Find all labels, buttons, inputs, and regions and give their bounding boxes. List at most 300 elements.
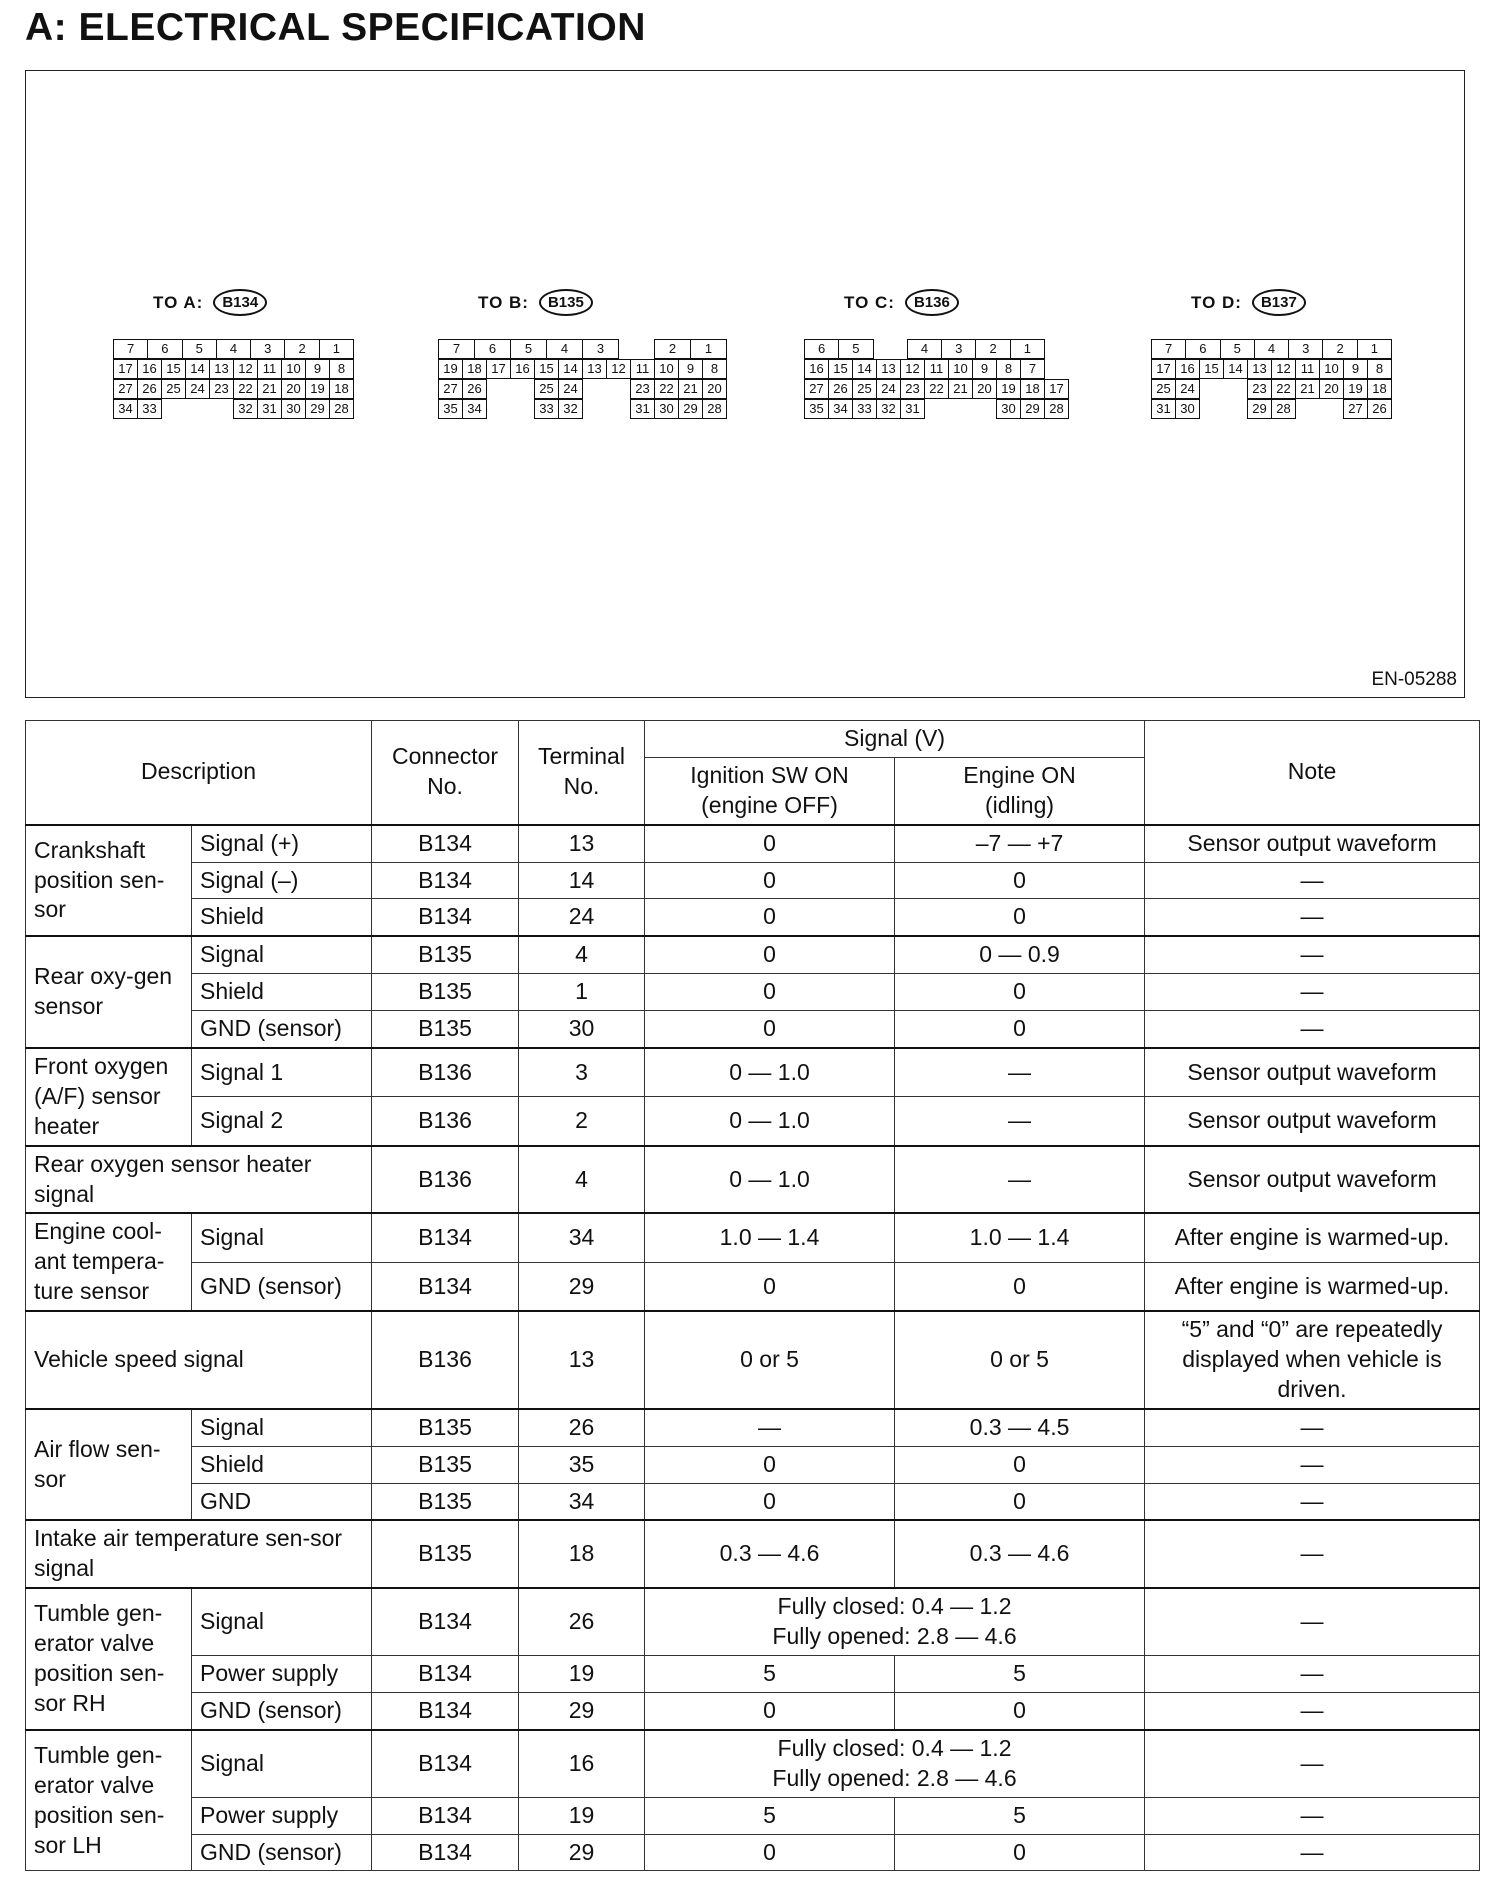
- table-row: [26, 1520, 1480, 1588]
- pin-cell: 9: [305, 359, 330, 379]
- ignition-on-cell: 0: [645, 974, 895, 1011]
- engine-on-cell: 5: [895, 1656, 1145, 1693]
- pin-cell: 10: [654, 359, 679, 379]
- engine-on-cell: 0 or 5: [895, 1311, 1145, 1409]
- table-row: [26, 1311, 1480, 1409]
- engine-on-cell: 0.3 — 4.6: [895, 1520, 1145, 1588]
- pin-cell: 10: [948, 359, 973, 379]
- group-description: Front oxygen (A/F) sensor heater: [26, 1048, 192, 1146]
- pin-cell: 34: [462, 399, 487, 419]
- table-row: [26, 1262, 1480, 1311]
- pin-cell: 12: [900, 359, 925, 379]
- note-cell: After engine is warmed-up.: [1145, 1213, 1480, 1262]
- pin-row: [804, 359, 1044, 379]
- pin-cell: 24: [185, 379, 210, 399]
- group-description: Engine cool-ant tempera-ture sensor: [26, 1213, 192, 1311]
- connector-cell: B136: [372, 1146, 519, 1214]
- engine-on-cell: 0: [895, 1011, 1145, 1048]
- connector-label: [153, 289, 267, 316]
- pin-cell: 24: [558, 379, 583, 399]
- connector-id-badge: B135: [539, 289, 593, 316]
- ignition-on-cell: 1.0 — 1.4: [645, 1213, 895, 1262]
- pin-cell: 16: [1175, 359, 1200, 379]
- connector-cell: B134: [372, 825, 519, 862]
- pin-row: [438, 359, 719, 379]
- connector-cell: B134: [372, 1588, 519, 1655]
- header-signal: Signal (V): [645, 721, 1145, 758]
- pin-cell: 27: [1343, 399, 1368, 419]
- pin-cell: 20: [702, 379, 727, 399]
- pin-cell: 18: [1367, 379, 1392, 399]
- terminal-cell: 16: [519, 1730, 645, 1797]
- connector-cell: B135: [372, 936, 519, 973]
- pin-cell: 33: [137, 399, 162, 419]
- note-cell: —: [1145, 936, 1480, 973]
- figure-code: EN-05288: [1371, 669, 1457, 690]
- pin-cell: 15: [1199, 359, 1224, 379]
- table-row: [26, 936, 1480, 973]
- pin-cell: 3: [941, 339, 976, 359]
- pin-cell: 22: [654, 379, 679, 399]
- pin-cell: 3: [250, 339, 285, 359]
- pin-cell: 14: [1223, 359, 1248, 379]
- note-cell: Sensor output waveform: [1145, 1146, 1480, 1214]
- terminal-cell: 35: [519, 1446, 645, 1483]
- pin-cell: 13: [1247, 359, 1272, 379]
- sub-description: Power supply: [192, 1797, 372, 1834]
- pin-cell: 25: [852, 379, 877, 399]
- pin-cell: 25: [161, 379, 186, 399]
- terminal-cell: 13: [519, 825, 645, 862]
- table-row: [26, 1048, 1480, 1097]
- group-description: Rear oxygen sensor heater signal: [26, 1146, 372, 1214]
- pin-cell: 20: [1319, 379, 1344, 399]
- engine-on-cell: —: [895, 1097, 1145, 1146]
- pin-cell: 9: [1343, 359, 1368, 379]
- pin-cell: 18: [329, 379, 354, 399]
- spec-table: [25, 720, 1480, 1871]
- sub-description: Signal: [192, 936, 372, 973]
- header-engine-on: Engine ON (idling): [895, 757, 1145, 824]
- ignition-on-cell: 5: [645, 1656, 895, 1693]
- pin-cell: 4: [1254, 339, 1289, 359]
- connector-pin-grid: [804, 339, 1064, 429]
- engine-on-cell: 0: [895, 1834, 1145, 1871]
- note-cell: “5” and “0” are repeatedly displayed when vehicle is driven.: [1145, 1311, 1480, 1409]
- engine-on-cell: 0: [895, 1262, 1145, 1311]
- connector-cell: B135: [372, 1011, 519, 1048]
- pin-cell: 28: [1044, 399, 1069, 419]
- pin-cell: 35: [438, 399, 463, 419]
- pin-cell: 15: [828, 359, 853, 379]
- terminal-cell: 1: [519, 974, 645, 1011]
- connector-to-label: TO D:: [1191, 292, 1242, 312]
- pin-cell: 4: [546, 339, 583, 359]
- connector-pin-grid: [438, 339, 722, 429]
- terminal-cell: 3: [519, 1048, 645, 1097]
- pin-cell: 29: [1247, 399, 1272, 419]
- connector-cell: B135: [372, 974, 519, 1011]
- pin-cell: 31: [900, 399, 925, 419]
- connector-id-badge: B137: [1252, 289, 1306, 316]
- pin-cell: 18: [1020, 379, 1045, 399]
- sub-description: Shield: [192, 974, 372, 1011]
- engine-on-cell: 0: [895, 1692, 1145, 1729]
- note-cell: —: [1145, 1520, 1480, 1588]
- ignition-on-cell: 0: [645, 936, 895, 973]
- pin-row: [113, 339, 353, 359]
- pin-cell: 31: [1151, 399, 1176, 419]
- terminal-cell: 30: [519, 1011, 645, 1048]
- pin-cell: 25: [1151, 379, 1176, 399]
- table-row: [26, 1213, 1480, 1262]
- pin-cell: 19: [438, 359, 463, 379]
- ignition-on-cell: 0: [645, 899, 895, 936]
- sub-description: Signal (+): [192, 825, 372, 862]
- sub-description: Signal 2: [192, 1097, 372, 1146]
- pin-cell: 2: [975, 339, 1010, 359]
- connector-cell: B134: [372, 1834, 519, 1871]
- engine-on-cell: 1.0 — 1.4: [895, 1213, 1145, 1262]
- pin-cell: 21: [678, 379, 703, 399]
- pin-cell: 16: [804, 359, 829, 379]
- pin-cell: 33: [852, 399, 877, 419]
- engine-on-cell: —: [895, 1146, 1145, 1214]
- connector-cell: B136: [372, 1097, 519, 1146]
- ignition-on-cell: 0: [645, 1011, 895, 1048]
- pin-cell: 3: [582, 339, 619, 359]
- pin-cell: 7: [113, 339, 148, 359]
- note-cell: —: [1145, 1011, 1480, 1048]
- pin-cell: 32: [233, 399, 258, 419]
- sub-description: GND (sensor): [192, 1262, 372, 1311]
- note-cell: —: [1145, 1797, 1480, 1834]
- pin-cell: 12: [233, 359, 258, 379]
- sub-description: Signal (–): [192, 862, 372, 899]
- pin-cell: 27: [804, 379, 829, 399]
- pin-cell: 20: [281, 379, 306, 399]
- ignition-on-cell: 0: [645, 862, 895, 899]
- sub-description: Shield: [192, 1446, 372, 1483]
- pin-cell: 20: [972, 379, 997, 399]
- pin-cell: 25: [534, 379, 559, 399]
- pin-cell: 21: [1295, 379, 1320, 399]
- connector-to-label: TO A:: [153, 292, 204, 312]
- pin-cell: 28: [702, 399, 727, 419]
- pin-cell: 10: [281, 359, 306, 379]
- pin-row: [1151, 379, 1391, 399]
- pin-cell: 4: [907, 339, 942, 359]
- note-cell: —: [1145, 899, 1480, 936]
- connector-cell: B134: [372, 1797, 519, 1834]
- pin-cell: 32: [876, 399, 901, 419]
- pin-cell: 21: [257, 379, 282, 399]
- sub-description: Signal: [192, 1730, 372, 1797]
- table-row: [26, 1692, 1480, 1729]
- table-body: [26, 825, 1480, 1871]
- note-cell: —: [1145, 1834, 1480, 1871]
- group-description: Crankshaft position sen-sor: [26, 825, 192, 937]
- pin-cell: 6: [804, 339, 839, 359]
- ignition-on-cell: 0: [645, 1446, 895, 1483]
- ignition-on-cell: 0: [645, 825, 895, 862]
- signal-range-cell: Fully closed: 0.4 — 1.2 Fully opened: 2.8 — 4.6: [645, 1588, 1145, 1655]
- sub-description: GND (sensor): [192, 1834, 372, 1871]
- engine-on-cell: —: [895, 1048, 1145, 1097]
- pin-row: [1151, 359, 1391, 379]
- pin-row: [113, 359, 353, 379]
- header-ignition-on: Ignition SW ON (engine OFF): [645, 757, 895, 824]
- terminal-cell: 34: [519, 1213, 645, 1262]
- engine-on-cell: –7 — +7: [895, 825, 1145, 862]
- ignition-on-cell: 0 — 1.0: [645, 1146, 895, 1214]
- connector-cell: B134: [372, 1213, 519, 1262]
- pin-row: [438, 379, 722, 399]
- ignition-on-cell: 0 — 1.0: [645, 1097, 895, 1146]
- pin-cell: 11: [630, 359, 655, 379]
- pin-cell: 26: [137, 379, 162, 399]
- sub-description: Signal: [192, 1213, 372, 1262]
- pin-cell: 15: [161, 359, 186, 379]
- table-row: [26, 974, 1480, 1011]
- pin-row: [438, 339, 713, 359]
- pin-cell: 5: [838, 339, 873, 359]
- group-description: Intake air temperature sen-sor signal: [26, 1520, 372, 1588]
- pin-cell: 14: [852, 359, 877, 379]
- pin-cell: 12: [606, 359, 631, 379]
- terminal-cell: 29: [519, 1262, 645, 1311]
- pin-cell: 8: [996, 359, 1021, 379]
- connector-id-badge: B134: [213, 289, 267, 316]
- pin-cell: 1: [690, 339, 727, 359]
- pin-cell: 17: [1044, 379, 1069, 399]
- terminal-cell: 29: [519, 1692, 645, 1729]
- pin-cell: 7: [1020, 359, 1045, 379]
- note-cell: —: [1145, 1588, 1480, 1655]
- sub-description: GND (sensor): [192, 1011, 372, 1048]
- pin-row: [804, 399, 1064, 419]
- table-row: [26, 1446, 1480, 1483]
- pin-cell: 7: [1151, 339, 1186, 359]
- sub-description: Signal: [192, 1588, 372, 1655]
- table-row: [26, 862, 1480, 899]
- pin-cell: 26: [1367, 399, 1392, 419]
- pin-cell: 1: [319, 339, 354, 359]
- pin-cell: 3: [1288, 339, 1323, 359]
- terminal-cell: 13: [519, 1311, 645, 1409]
- table-row: [26, 1409, 1480, 1446]
- group-description: Rear oxy-gen sensor: [26, 936, 192, 1048]
- pin-cell: 17: [486, 359, 511, 379]
- pin-cell: 19: [1343, 379, 1368, 399]
- pin-cell: 2: [284, 339, 319, 359]
- connector-cell: B134: [372, 899, 519, 936]
- pin-cell: 12: [1271, 359, 1296, 379]
- pin-cell: 7: [438, 339, 475, 359]
- pin-cell: 22: [233, 379, 258, 399]
- engine-on-cell: 0 — 0.9: [895, 936, 1145, 973]
- engine-on-cell: 0: [895, 1483, 1145, 1520]
- pin-cell: 2: [1322, 339, 1357, 359]
- ignition-on-cell: 0: [645, 1483, 895, 1520]
- connector-label: [478, 289, 593, 316]
- pin-cell: 9: [972, 359, 997, 379]
- connector-cell: B135: [372, 1446, 519, 1483]
- group-description: Tumble gen-erator valve position sen-sor RH: [26, 1588, 192, 1730]
- pin-cell: 11: [1295, 359, 1320, 379]
- pin-cell: 6: [147, 339, 182, 359]
- pin-cell: 13: [876, 359, 901, 379]
- sub-description: Signal 1: [192, 1048, 372, 1097]
- note-cell: Sensor output waveform: [1145, 1097, 1480, 1146]
- connector-cell: B134: [372, 862, 519, 899]
- terminal-cell: 4: [519, 936, 645, 973]
- engine-on-cell: 0: [895, 862, 1145, 899]
- pin-cell: 23: [1247, 379, 1272, 399]
- pin-cell: 26: [462, 379, 487, 399]
- pin-cell: 10: [1319, 359, 1344, 379]
- ignition-on-cell: —: [645, 1409, 895, 1446]
- engine-on-cell: 0.3 — 4.5: [895, 1409, 1145, 1446]
- pin-cell: 8: [329, 359, 354, 379]
- pin-row: [113, 399, 353, 419]
- pin-cell: 22: [924, 379, 949, 399]
- table-row: [26, 899, 1480, 936]
- pin-cell: 35: [804, 399, 829, 419]
- note-cell: —: [1145, 1483, 1480, 1520]
- connector-label: [844, 289, 959, 316]
- pin-cell: 23: [209, 379, 234, 399]
- ignition-on-cell: 0: [645, 1834, 895, 1871]
- ignition-on-cell: 0 — 1.0: [645, 1048, 895, 1097]
- pin-cell: 16: [137, 359, 162, 379]
- pin-cell: 30: [996, 399, 1021, 419]
- sub-description: Signal: [192, 1409, 372, 1446]
- pin-row: [438, 399, 722, 419]
- pin-cell: 8: [1367, 359, 1392, 379]
- pin-cell: 13: [582, 359, 607, 379]
- pin-row: [804, 379, 1064, 399]
- pin-cell: 11: [924, 359, 949, 379]
- pin-cell: 17: [1151, 359, 1176, 379]
- pin-row: [113, 379, 353, 399]
- connector-pin-grid: [1151, 339, 1391, 429]
- terminal-cell: 14: [519, 862, 645, 899]
- ignition-on-cell: 5: [645, 1797, 895, 1834]
- pin-cell: 16: [510, 359, 535, 379]
- connector-pin-grid: [113, 339, 353, 429]
- pin-cell: 13: [209, 359, 234, 379]
- pin-cell: 28: [329, 399, 354, 419]
- connector-cell: B134: [372, 1692, 519, 1729]
- table-row: [26, 1730, 1480, 1797]
- pin-cell: 6: [1185, 339, 1220, 359]
- page-title: A: ELECTRICAL SPECIFICATION: [25, 6, 646, 49]
- pin-cell: 8: [702, 359, 727, 379]
- connector-label: [1191, 289, 1306, 316]
- table-row: [26, 1656, 1480, 1693]
- pin-cell: 29: [678, 399, 703, 419]
- pin-cell: 29: [305, 399, 330, 419]
- connector-id-badge: B136: [905, 289, 959, 316]
- connector-figure: [25, 70, 1465, 698]
- pin-cell: 34: [113, 399, 138, 419]
- group-description: Air flow sen-sor: [26, 1409, 192, 1521]
- table-row: [26, 1011, 1480, 1048]
- pin-cell: 11: [257, 359, 282, 379]
- note-cell: Sensor output waveform: [1145, 825, 1480, 862]
- connector-to-label: TO C:: [844, 292, 895, 312]
- pin-cell: 26: [828, 379, 853, 399]
- table-row: [26, 825, 1480, 862]
- pin-cell: 22: [1271, 379, 1296, 399]
- connector-cell: B136: [372, 1048, 519, 1097]
- note-cell: —: [1145, 1446, 1480, 1483]
- pin-cell: 18: [462, 359, 487, 379]
- note-cell: —: [1145, 1409, 1480, 1446]
- note-cell: —: [1145, 974, 1480, 1011]
- terminal-cell: 26: [519, 1588, 645, 1655]
- pin-row: [1151, 339, 1391, 359]
- pin-cell: 5: [182, 339, 217, 359]
- note-cell: —: [1145, 862, 1480, 899]
- table-row: [26, 1834, 1480, 1871]
- connector-cell: B135: [372, 1483, 519, 1520]
- sub-description: Shield: [192, 899, 372, 936]
- engine-on-cell: 0: [895, 974, 1145, 1011]
- ignition-on-cell: 0: [645, 1262, 895, 1311]
- terminal-cell: 18: [519, 1520, 645, 1588]
- table-row: [26, 1588, 1480, 1655]
- connector-cell: B134: [372, 1730, 519, 1797]
- terminal-cell: 2: [519, 1097, 645, 1146]
- ignition-on-cell: 0: [645, 1692, 895, 1729]
- connector-cell: B135: [372, 1520, 519, 1588]
- pin-cell: 9: [678, 359, 703, 379]
- pin-cell: 31: [257, 399, 282, 419]
- note-cell: Sensor output waveform: [1145, 1048, 1480, 1097]
- note-cell: —: [1145, 1692, 1480, 1729]
- terminal-cell: 29: [519, 1834, 645, 1871]
- sub-description: GND (sensor): [192, 1692, 372, 1729]
- connector-to-label: TO B:: [478, 292, 529, 312]
- engine-on-cell: 0: [895, 899, 1145, 936]
- pin-cell: 23: [900, 379, 925, 399]
- pin-cell: 15: [534, 359, 559, 379]
- pin-cell: 17: [113, 359, 138, 379]
- pin-cell: 30: [654, 399, 679, 419]
- connector-cell: B136: [372, 1311, 519, 1409]
- table-row: [26, 1483, 1480, 1520]
- note-cell: —: [1145, 1730, 1480, 1797]
- pin-cell: 28: [1271, 399, 1296, 419]
- terminal-cell: 26: [519, 1409, 645, 1446]
- pin-row: [1151, 399, 1391, 419]
- terminal-cell: 34: [519, 1483, 645, 1520]
- header-description: Description: [26, 721, 372, 825]
- sub-description: GND: [192, 1483, 372, 1520]
- terminal-cell: 19: [519, 1656, 645, 1693]
- table-header: [26, 721, 1480, 825]
- group-description: Tumble gen-erator valve position sen-sor LH: [26, 1730, 192, 1871]
- pin-cell: 1: [1357, 339, 1392, 359]
- pin-cell: 4: [216, 339, 251, 359]
- pin-cell: 19: [305, 379, 330, 399]
- group-description: Vehicle speed signal: [26, 1311, 372, 1409]
- connector-cell: B134: [372, 1262, 519, 1311]
- note-cell: —: [1145, 1656, 1480, 1693]
- terminal-cell: 4: [519, 1146, 645, 1214]
